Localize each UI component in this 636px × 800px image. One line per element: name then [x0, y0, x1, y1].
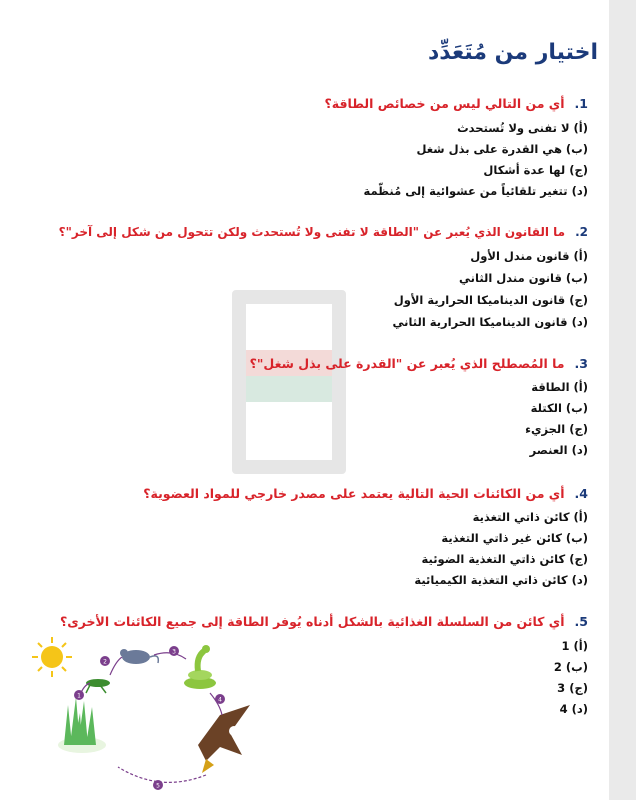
question-4: 4.أي من الكائنات الحية التالية يعتمد على مصدر خارجي للمواد العضوية؟: [143, 486, 588, 501]
sun-icon: [32, 637, 72, 677]
grasshopper-icon: [86, 679, 110, 693]
step-badge-2: [100, 656, 110, 666]
q2-option-d[interactable]: (د)قانون الديناميكا الحرارية الثاني: [392, 315, 588, 329]
q4-option-c[interactable]: (ج)كائن ذاتي التغذية الضوئية: [421, 552, 588, 566]
q1-option-a[interactable]: (أ)لا تفنى ولا تُستحدث: [457, 121, 588, 135]
q3-option-a[interactable]: (أ)الطاقة: [531, 380, 588, 394]
q4-option-d[interactable]: (د)كائن ذاتي التغذية الكيميائية: [414, 573, 588, 587]
q4-option-b[interactable]: (ب)كائن غير ذاتي التغذية: [441, 531, 588, 545]
q5-option-d[interactable]: (د)4: [559, 702, 588, 716]
svg-text:2: 2: [103, 658, 107, 666]
svg-text:5: 5: [156, 782, 160, 790]
svg-text:3: 3: [172, 648, 176, 656]
q5-option-c[interactable]: (ج)3: [557, 681, 588, 695]
q4-option-a[interactable]: (أ)كائن ذاتي التغذية: [472, 510, 588, 524]
q1-option-b[interactable]: (ب)هي القدرة على بذل شغل: [416, 142, 588, 156]
question-3: 3.ما المُصطلح الذي يُعبر عن "القدرة على بذل شغل"؟: [249, 356, 588, 371]
step-badge-3: [169, 646, 179, 656]
q3-option-b[interactable]: (ب)الكتلة: [530, 401, 588, 415]
step-badge-1: [74, 690, 84, 700]
q5-option-b[interactable]: (ب)2: [553, 660, 588, 674]
q2-option-c[interactable]: (ج)قانون الديناميكا الحرارية الأول: [393, 293, 588, 307]
q5-option-a[interactable]: (أ)1: [561, 639, 588, 653]
page-margin: [609, 0, 636, 800]
step-badge-4: [215, 694, 225, 704]
watermark-logo: [232, 290, 346, 474]
q1-option-c[interactable]: (ج)لها عدة أشكال: [483, 163, 588, 177]
svg-text:4: 4: [218, 696, 222, 704]
snake-icon: [184, 645, 216, 689]
question-5: 5.أي كائن من السلسلة الغذائية بالشكل أدناه يُوفر الطاقة إلى جميع الكائنات الأخرى؟: [60, 614, 588, 629]
page-title: اختيار من مُتَعَدِّد: [427, 40, 598, 65]
grass-icon: [58, 697, 106, 753]
q2-option-a[interactable]: (أ)قانون مندل الأول: [470, 249, 588, 263]
mouse-icon: [120, 649, 158, 664]
step-badge-5: [153, 780, 163, 790]
question-2: 2.ما القانون الذي يُعبر عن "الطاقة لا تفنى ولا تُستحدث ولكن تتحول من شكل إلى آخر"؟: [58, 225, 588, 239]
q1-option-d[interactable]: (د)تتغير تلقائياً من عشوائية إلى مُنظّمة: [363, 184, 588, 198]
q2-option-b[interactable]: (ب)قانون مندل الثاني: [459, 271, 588, 285]
svg-text:1: 1: [77, 692, 81, 700]
food-chain-diagram: [30, 635, 260, 795]
eagle-icon: [198, 705, 250, 773]
q3-option-c[interactable]: (ج)الجزيء: [525, 422, 588, 436]
q3-option-d[interactable]: (د)العنصر: [529, 443, 588, 457]
question-1: 1.أي من التالي ليس من خصائص الطاقة؟: [324, 96, 588, 111]
